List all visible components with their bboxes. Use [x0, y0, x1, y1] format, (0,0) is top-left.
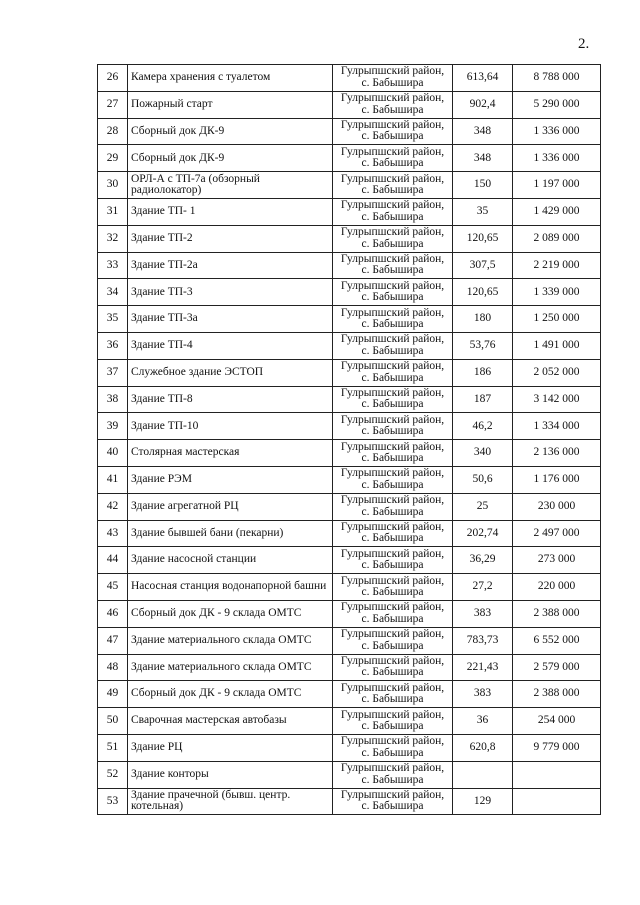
table-row — [98, 574, 601, 601]
location-district: Гулрыпшский район, — [340, 654, 445, 667]
object-name: Служебное здание ЭСТОП — [128, 359, 333, 386]
row-number: 45 — [98, 574, 128, 601]
location-village: с. Бабышира — [361, 800, 424, 813]
location-village: с. Бабышира — [361, 398, 424, 411]
location-village: с. Бабышира — [361, 344, 424, 357]
row-number: 32 — [98, 225, 128, 252]
object-cost — [513, 761, 601, 788]
object-cost: 9 779 000 — [513, 734, 601, 761]
object-area: 221,43 — [453, 654, 513, 681]
object-area: 613,64 — [453, 65, 513, 92]
row-number: 33 — [98, 252, 128, 279]
object-location — [333, 413, 453, 440]
row-number: 36 — [98, 332, 128, 359]
object-name: Здание ТП-3 — [128, 279, 333, 306]
table-row — [98, 306, 601, 333]
row-number: 34 — [98, 279, 128, 306]
object-cost: 273 000 — [513, 547, 601, 574]
table-row — [98, 466, 601, 493]
object-area: 120,65 — [453, 225, 513, 252]
object-name: Здание агрегатной РЦ — [128, 493, 333, 520]
object-name: Здание насосной станции — [128, 547, 333, 574]
object-cost: 1 336 000 — [513, 118, 601, 145]
object-location — [333, 654, 453, 681]
table-row — [98, 493, 601, 520]
location-village: с. Бабышира — [361, 371, 424, 384]
location-district: Гулрыпшский район, — [340, 386, 445, 399]
table-body — [98, 65, 601, 815]
object-area: 383 — [453, 681, 513, 708]
location-district: Гулрыпшский район, — [340, 628, 445, 641]
object-cost: 1 250 000 — [513, 306, 601, 333]
table-row — [98, 520, 601, 547]
object-name: Здание ТП-2а — [128, 252, 333, 279]
object-name: Здание ТП-4 — [128, 332, 333, 359]
object-cost: 3 142 000 — [513, 386, 601, 413]
object-cost: 230 000 — [513, 493, 601, 520]
location-district: Гулрыпшский район, — [340, 172, 445, 185]
object-name: Сборный док ДК-9 — [128, 145, 333, 172]
object-location — [333, 681, 453, 708]
object-area: 902,4 — [453, 91, 513, 118]
table-row — [98, 761, 601, 788]
object-name: Здание материального склада ОМТС — [128, 654, 333, 681]
object-location — [333, 145, 453, 172]
object-location — [333, 600, 453, 627]
object-cost: 2 388 000 — [513, 681, 601, 708]
object-location — [333, 574, 453, 601]
object-name: ОРЛ-А с ТП-7а (обзорный радиолокатор) — [128, 172, 333, 199]
object-location — [333, 547, 453, 574]
object-area — [453, 761, 513, 788]
table-row — [98, 145, 601, 172]
table-row — [98, 65, 601, 92]
row-number: 46 — [98, 600, 128, 627]
object-cost: 2 579 000 — [513, 654, 601, 681]
location-district: Гулрыпшский район, — [340, 574, 445, 587]
object-name: Насосная станция водонапорной башни — [128, 574, 333, 601]
object-cost: 2 219 000 — [513, 252, 601, 279]
row-number: 31 — [98, 198, 128, 225]
row-number: 41 — [98, 466, 128, 493]
object-name: Здание ТП-10 — [128, 413, 333, 440]
object-cost: 254 000 — [513, 708, 601, 735]
object-cost — [513, 788, 601, 815]
object-location — [333, 91, 453, 118]
object-area: 186 — [453, 359, 513, 386]
location-district: Гулрыпшский район, — [340, 440, 445, 453]
location-district: Гулрыпшский район, — [340, 333, 445, 346]
location-district: Гулрыпшский район, — [340, 467, 445, 480]
object-name: Сборный док ДК - 9 склада ОМТС — [128, 600, 333, 627]
object-cost: 220 000 — [513, 574, 601, 601]
row-number: 30 — [98, 172, 128, 199]
object-area: 46,2 — [453, 413, 513, 440]
location-village: с. Бабышира — [361, 291, 424, 304]
object-location — [333, 708, 453, 735]
location-district: Гулрыпшский район, — [340, 788, 445, 801]
table-row — [98, 734, 601, 761]
object-cost: 2 052 000 — [513, 359, 601, 386]
object-name: Сборный док ДК - 9 склада ОМТС — [128, 681, 333, 708]
row-number: 29 — [98, 145, 128, 172]
object-cost: 2 497 000 — [513, 520, 601, 547]
table-row — [98, 600, 601, 627]
object-location — [333, 466, 453, 493]
object-name: Сварочная мастерская автобазы — [128, 708, 333, 735]
object-name: Здание конторы — [128, 761, 333, 788]
object-cost: 1 176 000 — [513, 466, 601, 493]
table-row — [98, 681, 601, 708]
row-number: 49 — [98, 681, 128, 708]
object-area: 348 — [453, 118, 513, 145]
row-number: 26 — [98, 65, 128, 92]
location-village: с. Бабышира — [361, 157, 424, 170]
table-row — [98, 788, 601, 815]
row-number: 52 — [98, 761, 128, 788]
object-area: 620,8 — [453, 734, 513, 761]
object-name: Пожарный старт — [128, 91, 333, 118]
location-district: Гулрыпшский район, — [340, 118, 445, 131]
property-table — [97, 64, 601, 815]
location-village: с. Бабышира — [361, 586, 424, 599]
location-village: с. Бабышира — [361, 76, 424, 89]
object-area: 27,2 — [453, 574, 513, 601]
location-village: с. Бабышира — [361, 318, 424, 331]
object-area: 348 — [453, 145, 513, 172]
table-row — [98, 332, 601, 359]
object-cost: 2 388 000 — [513, 600, 601, 627]
row-number: 51 — [98, 734, 128, 761]
row-number: 53 — [98, 788, 128, 815]
row-number: 28 — [98, 118, 128, 145]
object-name: Здание ТП-3а — [128, 306, 333, 333]
object-location — [333, 332, 453, 359]
table-row — [98, 440, 601, 467]
row-number: 37 — [98, 359, 128, 386]
location-village: с. Бабышира — [361, 237, 424, 250]
object-area: 53,76 — [453, 332, 513, 359]
object-area: 783,73 — [453, 627, 513, 654]
object-location — [333, 788, 453, 815]
location-village: с. Бабышира — [361, 478, 424, 491]
object-name: Здание ТП-8 — [128, 386, 333, 413]
table-row — [98, 413, 601, 440]
object-cost: 5 290 000 — [513, 91, 601, 118]
location-district: Гулрыпшский район, — [340, 601, 445, 614]
object-name: Камера хранения с туалетом — [128, 65, 333, 92]
object-location — [333, 627, 453, 654]
object-location — [333, 172, 453, 199]
location-village: с. Бабышира — [361, 639, 424, 652]
location-district: Гулрыпшский район, — [340, 762, 445, 775]
row-number: 47 — [98, 627, 128, 654]
location-district: Гулрыпшский район, — [340, 413, 445, 426]
location-district: Гулрыпшский район, — [340, 92, 445, 105]
table-row — [98, 708, 601, 735]
object-area: 202,74 — [453, 520, 513, 547]
table-row — [98, 654, 601, 681]
location-village: с. Бабышира — [361, 184, 424, 197]
location-village: с. Бабышира — [361, 666, 424, 679]
table-row — [98, 627, 601, 654]
object-name: Здание ТП- 1 — [128, 198, 333, 225]
location-district: Гулрыпшский район, — [340, 735, 445, 748]
location-village: с. Бабышира — [361, 720, 424, 733]
object-cost: 6 552 000 — [513, 627, 601, 654]
object-name: Здание ТП-2 — [128, 225, 333, 252]
object-area: 120,65 — [453, 279, 513, 306]
object-location — [333, 252, 453, 279]
object-area: 383 — [453, 600, 513, 627]
object-name: Здание материального склада ОМТС — [128, 627, 333, 654]
location-village: с. Бабышира — [361, 452, 424, 465]
object-location — [333, 359, 453, 386]
location-village: с. Бабышира — [361, 130, 424, 143]
location-district: Гулрыпшский район, — [340, 252, 445, 265]
location-village: с. Бабышира — [361, 773, 424, 786]
object-cost: 2 089 000 — [513, 225, 601, 252]
location-village: с. Бабышира — [361, 210, 424, 223]
object-area: 50,6 — [453, 466, 513, 493]
object-cost: 8 788 000 — [513, 65, 601, 92]
object-area: 36,29 — [453, 547, 513, 574]
table-row — [98, 198, 601, 225]
location-village: с. Бабышира — [361, 505, 424, 518]
object-name: Здание бывшей бани (пекарни) — [128, 520, 333, 547]
object-location — [333, 279, 453, 306]
location-village: с. Бабышира — [361, 425, 424, 438]
object-area: 307,5 — [453, 252, 513, 279]
table-row — [98, 225, 601, 252]
object-name: Здание прачечной (бывш. центр. котельная) — [128, 788, 333, 815]
table-row — [98, 91, 601, 118]
location-district: Гулрыпшский район, — [340, 494, 445, 507]
object-location — [333, 493, 453, 520]
object-cost: 1 429 000 — [513, 198, 601, 225]
object-cost: 1 197 000 — [513, 172, 601, 199]
location-district: Гулрыпшский район, — [340, 708, 445, 721]
object-location — [333, 440, 453, 467]
row-number: 39 — [98, 413, 128, 440]
object-cost: 2 136 000 — [513, 440, 601, 467]
object-cost: 1 336 000 — [513, 145, 601, 172]
location-district: Гулрыпшский район, — [340, 360, 445, 373]
table-row — [98, 118, 601, 145]
location-district: Гулрыпшский район, — [340, 226, 445, 239]
object-name: Сборный док ДК-9 — [128, 118, 333, 145]
location-district: Гулрыпшский район, — [340, 145, 445, 158]
object-location — [333, 386, 453, 413]
location-district: Гулрыпшский район, — [340, 199, 445, 212]
row-number: 38 — [98, 386, 128, 413]
object-location — [333, 118, 453, 145]
row-number: 48 — [98, 654, 128, 681]
object-location — [333, 520, 453, 547]
object-area: 150 — [453, 172, 513, 199]
table-row — [98, 252, 601, 279]
location-district: Гулрыпшский район, — [340, 520, 445, 533]
object-location — [333, 734, 453, 761]
object-location — [333, 761, 453, 788]
row-number: 44 — [98, 547, 128, 574]
row-number: 40 — [98, 440, 128, 467]
location-district: Гулрыпшский район, — [340, 547, 445, 560]
location-village: с. Бабышира — [361, 693, 424, 706]
location-district: Гулрыпшский район, — [340, 681, 445, 694]
object-cost: 1 334 000 — [513, 413, 601, 440]
table-row — [98, 386, 601, 413]
location-village: с. Бабышира — [361, 264, 424, 277]
object-cost: 1 339 000 — [513, 279, 601, 306]
object-cost: 1 491 000 — [513, 332, 601, 359]
row-number: 27 — [98, 91, 128, 118]
object-location — [333, 306, 453, 333]
object-location — [333, 198, 453, 225]
row-number: 50 — [98, 708, 128, 735]
object-area: 129 — [453, 788, 513, 815]
object-area: 35 — [453, 198, 513, 225]
object-area: 25 — [453, 493, 513, 520]
location-village: с. Бабышира — [361, 612, 424, 625]
page-number: 2. — [578, 36, 590, 52]
object-name: Столярная мастерская — [128, 440, 333, 467]
location-village: с. Бабышира — [361, 532, 424, 545]
object-area: 187 — [453, 386, 513, 413]
object-name: Здание РЦ — [128, 734, 333, 761]
location-district: Гулрыпшский район, — [340, 306, 445, 319]
row-number: 42 — [98, 493, 128, 520]
table-row — [98, 547, 601, 574]
table-row — [98, 359, 601, 386]
object-location — [333, 65, 453, 92]
location-village: с. Бабышира — [361, 746, 424, 759]
location-village: с. Бабышира — [361, 559, 424, 572]
table-row — [98, 172, 601, 199]
row-number: 35 — [98, 306, 128, 333]
object-area: 36 — [453, 708, 513, 735]
object-name: Здание РЭМ — [128, 466, 333, 493]
location-district: Гулрыпшский район, — [340, 65, 445, 78]
row-number: 43 — [98, 520, 128, 547]
object-area: 180 — [453, 306, 513, 333]
location-village: с. Бабышира — [361, 103, 424, 116]
table-row — [98, 279, 601, 306]
object-location — [333, 225, 453, 252]
object-area: 340 — [453, 440, 513, 467]
location-district: Гулрыпшский район, — [340, 279, 445, 292]
